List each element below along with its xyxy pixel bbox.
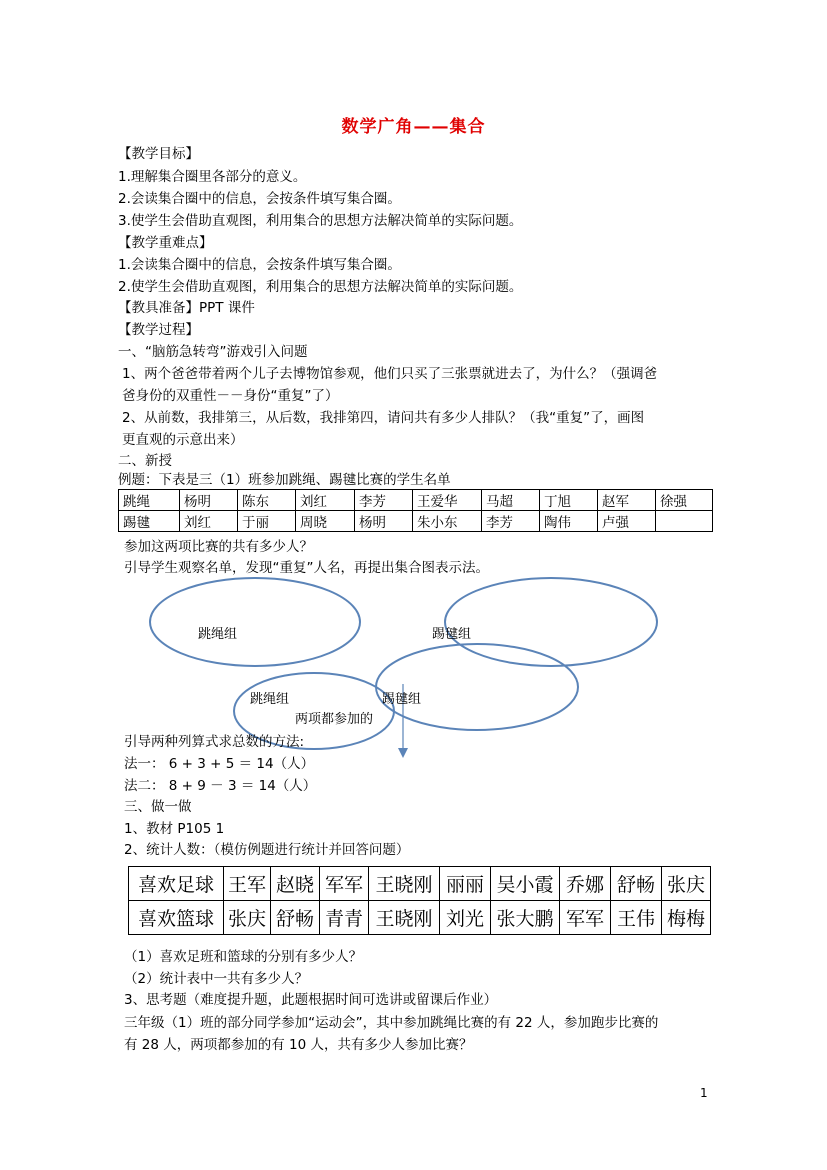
table-cell: 张庆 <box>662 867 711 901</box>
process-line: 一、“脑筋急转弯”游戏引入问题 <box>118 344 308 360</box>
document-title: 数学广角——集合 <box>341 117 486 137</box>
table-cell <box>656 511 713 532</box>
table-cell: 王伟 <box>611 901 662 935</box>
question-line: （1）喜欢足班和篮球的分别有多少人？ <box>124 949 363 965</box>
table-cell: 舒畅 <box>611 867 662 901</box>
process-line: 三、做一做 <box>124 799 192 815</box>
table-cell: 踢毽 <box>119 511 180 532</box>
table-cell: 陈东 <box>238 490 296 511</box>
table-cell: 梅梅 <box>662 901 711 935</box>
table-cell: 王军 <box>224 867 271 901</box>
table-cell: 军军 <box>320 867 369 901</box>
process-line: 更直观的示意出来） <box>122 432 244 448</box>
process-line: 1、两个爸爸带着两个儿子去博物馆参观，他们只买了三张票就进去了，为什么？（强调爸 <box>122 366 658 382</box>
process-line: 引导学生观察名单，发现“重复”人名，再提出集合图表示法。 <box>124 560 489 576</box>
table-cell: 乔娜 <box>560 867 611 901</box>
table-cell: 舒畅 <box>271 901 320 935</box>
goal-item: 1.理解集合圈里各部分的意义。 <box>118 169 307 185</box>
table-cell: 刘红 <box>180 511 238 532</box>
goal-heading: 【教学目标】 <box>118 146 199 162</box>
key-item: 2.使学生会借助直观图，利用集合的思想方法解决简单的实际问题。 <box>118 279 523 295</box>
process-line: 爸身份的双重性－－身份“重复”了） <box>122 388 339 404</box>
table-cell: 王晓刚 <box>369 867 440 901</box>
process-line: 3、思考题（难度提升题，此题根据时间可选讲或留课后作业） <box>124 992 498 1008</box>
process-line: 2、从前数，我排第三，从后数，我排第四，请问共有多少人排队？（我“重复”了，画图 <box>122 410 645 426</box>
table-cell: 军军 <box>560 901 611 935</box>
table-cell: 赵军 <box>598 490 656 511</box>
method-two: 法二： 8 + 9 － 3 ＝ 14（人） <box>124 778 317 794</box>
key-heading: 【教学重难点】 <box>118 235 213 251</box>
table-cell: 周晓 <box>296 511 355 532</box>
page-number: 1 <box>700 1086 708 1100</box>
table-cell: 丁旭 <box>540 490 598 511</box>
table-cell: 于丽 <box>238 511 296 532</box>
table-cell: 刘红 <box>296 490 355 511</box>
process-line: 引导两种列算式求总数的方法: <box>124 734 305 750</box>
table-row <box>129 901 711 935</box>
table-cell: 陶伟 <box>540 511 598 532</box>
table-cell: 跳绳 <box>119 490 180 511</box>
table-cell: 杨明 <box>355 511 413 532</box>
venn-label-kick-top: 踢毽组 <box>432 627 472 642</box>
table-row <box>119 511 713 532</box>
prep-line: 【教具准备】PPT 课件 <box>118 300 255 316</box>
process-line: 例题：下表是三（1）班参加跳绳、踢毽比赛的学生名单 <box>118 472 451 488</box>
table-cell: 李芳 <box>482 511 540 532</box>
method-one: 法一： 6 + 3 + 5 ＝ 14（人） <box>124 756 315 772</box>
table-cell: 杨明 <box>180 490 238 511</box>
names-table <box>118 489 713 532</box>
process-line: 二、新授 <box>118 453 172 469</box>
table-cell: 卢强 <box>598 511 656 532</box>
process-line: 有 28 人，两项都参加的有 10 人，共有多少人参加比赛？ <box>124 1037 473 1053</box>
table-cell: 吴小霞 <box>491 867 560 901</box>
table-cell: 喜欢足球 <box>129 867 224 901</box>
table-cell: 赵晓 <box>271 867 320 901</box>
table-cell: 刘光 <box>440 901 491 935</box>
venn-label-kick-bottom: 踢毽组 <box>382 692 422 707</box>
table-cell: 马超 <box>482 490 540 511</box>
table-cell: 徐强 <box>656 490 713 511</box>
table-cell: 王晓刚 <box>369 901 440 935</box>
table-cell: 丽丽 <box>440 867 491 901</box>
table-row <box>129 867 711 901</box>
goal-item: 2.会读集合圈中的信息，会按条件填写集合圈。 <box>118 191 401 207</box>
table-cell: 朱小东 <box>413 511 482 532</box>
process-line: 参加这两项比赛的共有多少人？ <box>124 539 313 555</box>
table-cell: 喜欢篮球 <box>129 901 224 935</box>
table-cell: 张庆 <box>224 901 271 935</box>
arrow-head-icon <box>398 748 408 758</box>
venn-label-both: 两项都参加的 <box>295 712 374 727</box>
process-line: 1、教材 P105 1 <box>124 821 225 837</box>
key-item: 1.会读集合圈中的信息，会按条件填写集合圈。 <box>118 257 401 273</box>
shuttlecock-ellipse <box>445 578 657 666</box>
process-heading: 【教学过程】 <box>118 322 199 338</box>
venn-label-jump-bottom: 跳绳组 <box>250 692 290 707</box>
process-line: 三年级（1）班的部分同学参加“运动会”，其中参加跳绳比赛的有 22 人，参加跑步比赛的 <box>124 1015 659 1031</box>
table-row <box>119 490 713 511</box>
table-cell: 青青 <box>320 901 369 935</box>
sports-table <box>128 866 711 935</box>
table-cell: 王爱华 <box>413 490 482 511</box>
table-cell: 李芳 <box>355 490 413 511</box>
jump-rope-ellipse <box>150 578 360 666</box>
question-line: （2）统计表中一共有多少人？ <box>124 971 309 987</box>
venn-label-jump-top: 跳绳组 <box>198 627 238 642</box>
table-cell: 张大鹏 <box>491 901 560 935</box>
shuttlecock-overlap-ellipse <box>376 644 578 730</box>
goal-item: 3.使学生会借助直观图，利用集合的思想方法解决简单的实际问题。 <box>118 213 523 229</box>
process-line: 2、统计人数：（模仿例题进行统计并回答问题） <box>124 842 410 858</box>
